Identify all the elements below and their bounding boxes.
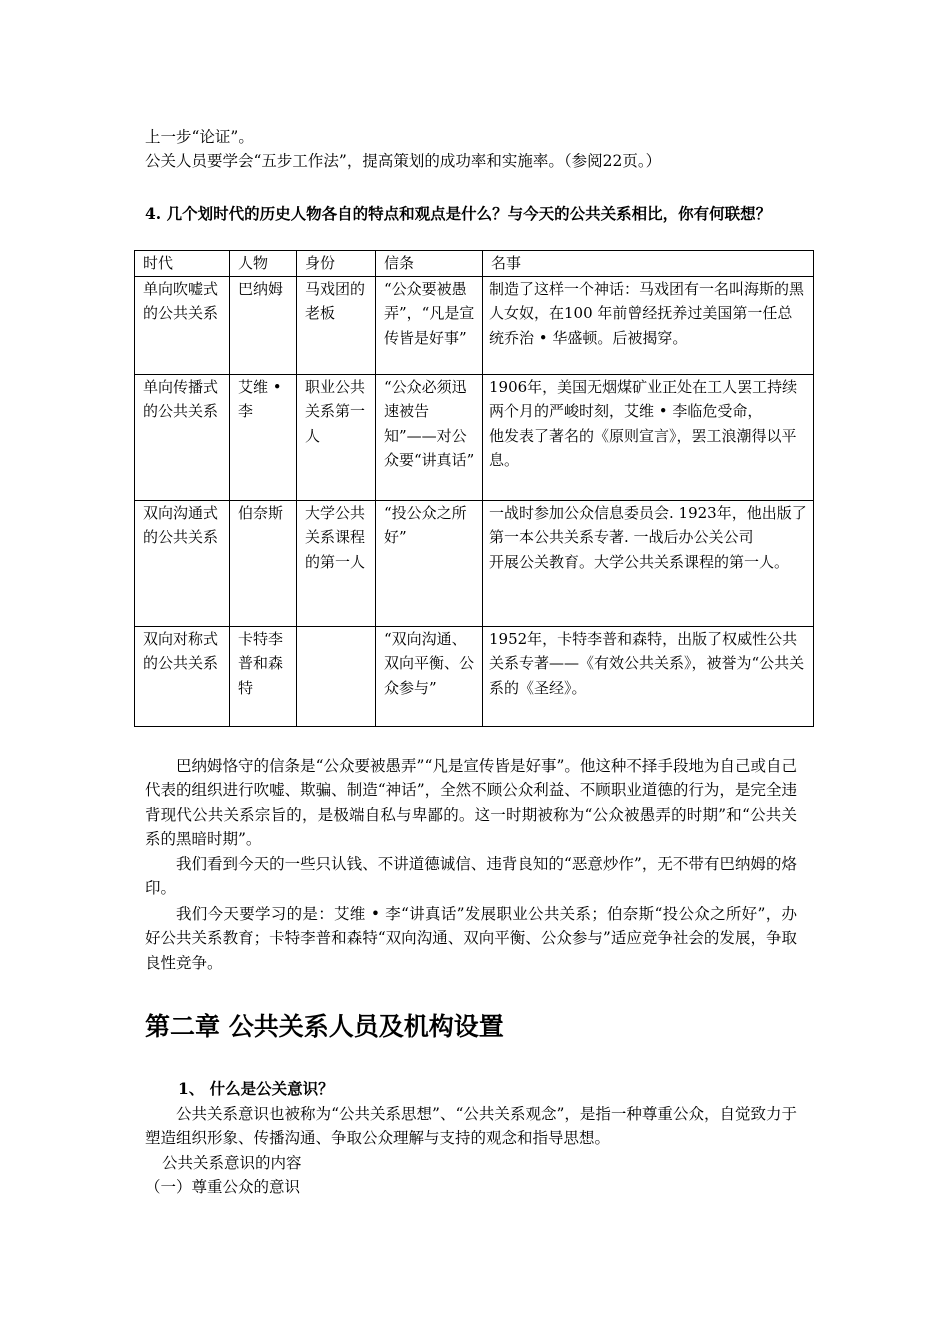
cell-event: 1906年，美国无烟煤矿业正处在工人罢工持续两个月的严峻时刻，艾维 • 李临危受命， 他发表了著名的《原则宣言》，罢工浪潮得以平息。 xyxy=(483,374,814,500)
cell-person: 伯奈斯 xyxy=(230,500,297,626)
table-row xyxy=(135,374,814,500)
table-row xyxy=(135,276,814,374)
cell-identity xyxy=(297,626,376,726)
question-4-heading: 4. 几个划时代的历史人物各自的特点和观点是什么？与今天的公共关系相比，你有何联想？ xyxy=(145,204,772,223)
header-event: 名事 xyxy=(483,251,814,277)
header-person: 人物 xyxy=(230,251,297,277)
cell-creed: “双向沟通、双向平衡、公众参与” xyxy=(376,626,483,726)
historical-figures-table xyxy=(134,250,814,727)
cell-creed: “投公众之所好” xyxy=(376,500,483,626)
cell-person: 艾维 • 李 xyxy=(230,374,297,500)
header-era: 时代 xyxy=(135,251,230,277)
cell-era: 单向吹嘘式的公共关系 xyxy=(135,276,230,374)
table-header-row xyxy=(135,251,814,277)
cell-era: 双向对称式的公共关系 xyxy=(135,626,230,726)
cell-creed: “公众必须迅速被告知”——对公众要“讲真话” xyxy=(376,374,483,500)
intro-line-2: 公关人员要学会“五步工作法”，提高策划的成功率和实施率。（参阅22页。） xyxy=(145,152,662,170)
section-1-body: 公共关系意识也被称为“公共关系思想”、“公共关系观念”，是指一种尊重公众，自觉致力于塑造组织形象、传播沟通、争取公众理解与支持的观念和指导思想。 xyxy=(145,1105,797,1148)
cell-event: 一战时参加公众信息委员会. 1923年，他出版了第一本公共关系专著. 一战后办公关公司 开展公关教育。大学公共关系课程的第一人。 xyxy=(483,500,814,626)
cell-era: 单向传播式的公共关系 xyxy=(135,374,230,500)
table-row xyxy=(135,500,814,626)
chapter-title: 第二章 公共关系人员及机构设置 xyxy=(145,1012,504,1041)
cell-creed: “公众要被愚弄”，“凡是宣传皆是好事” xyxy=(376,276,483,374)
cell-identity: 职业公共关系第一人 xyxy=(297,374,376,500)
paragraph-today: 我们看到今天的一些只认钱、不讲道德诚信、违背良知的“恶意炒作”，无不带有巴纳姆的烙印。 xyxy=(145,855,797,898)
intro-line-1: 上一步“论证”。 xyxy=(145,128,254,146)
cell-event: 制造了这样一个神话：马戏团有一名叫海斯的黑人女奴，在100 年前曾经抚养过美国第一任总统乔治 • 华盛顿。后被揭穿。 xyxy=(483,276,814,374)
cell-event: 1952年，卡特李普和森特，出版了权威性公共关系专著——《有效公共关系》，被誉为“公共关系的《圣经》。 xyxy=(483,626,814,726)
cell-era: 双向沟通式的公共关系 xyxy=(135,500,230,626)
header-identity: 身份 xyxy=(297,251,376,277)
cell-identity: 马戏团的老板 xyxy=(297,276,376,374)
cell-person: 卡特李普和森特 xyxy=(230,626,297,726)
table-row xyxy=(135,626,814,726)
paragraph-barnum: 巴纳姆恪守的信条是“公众要被愚弄”“凡是宣传皆是好事”。他这种不择手段地为自己或自己代表的组织进行吹嘘、欺骗、制造“神话”，全然不顾公众利益、不顾职业道德的行为，是完全违背现代公共关系宗旨的，是极端自私与卑鄙的。这一时期被称为“公众被愚弄的时期”和“公共关系的黑暗时期”。 xyxy=(145,757,797,848)
cell-identity: 大学公共关系课程的第一人 xyxy=(297,500,376,626)
header-creed: 信条 xyxy=(376,251,483,277)
paragraph-lessons: 我们今天要学习的是：艾维 • 李“讲真话”发展职业公共关系；伯奈斯“投公众之所好”，办好公共关系教育；卡特李普和森特“双向沟通、双向平衡、公众参与”适应竞争社会的发展，争取良性竞争。 xyxy=(145,905,797,972)
content-label: 公共关系意识的内容 xyxy=(162,1154,302,1172)
section-1-heading: 1、 什么是公关意识？ xyxy=(178,1079,334,1098)
list-item-respect-public: （一）尊重公众的意识 xyxy=(145,1178,301,1196)
cell-person: 巴纳姆 xyxy=(230,276,297,374)
